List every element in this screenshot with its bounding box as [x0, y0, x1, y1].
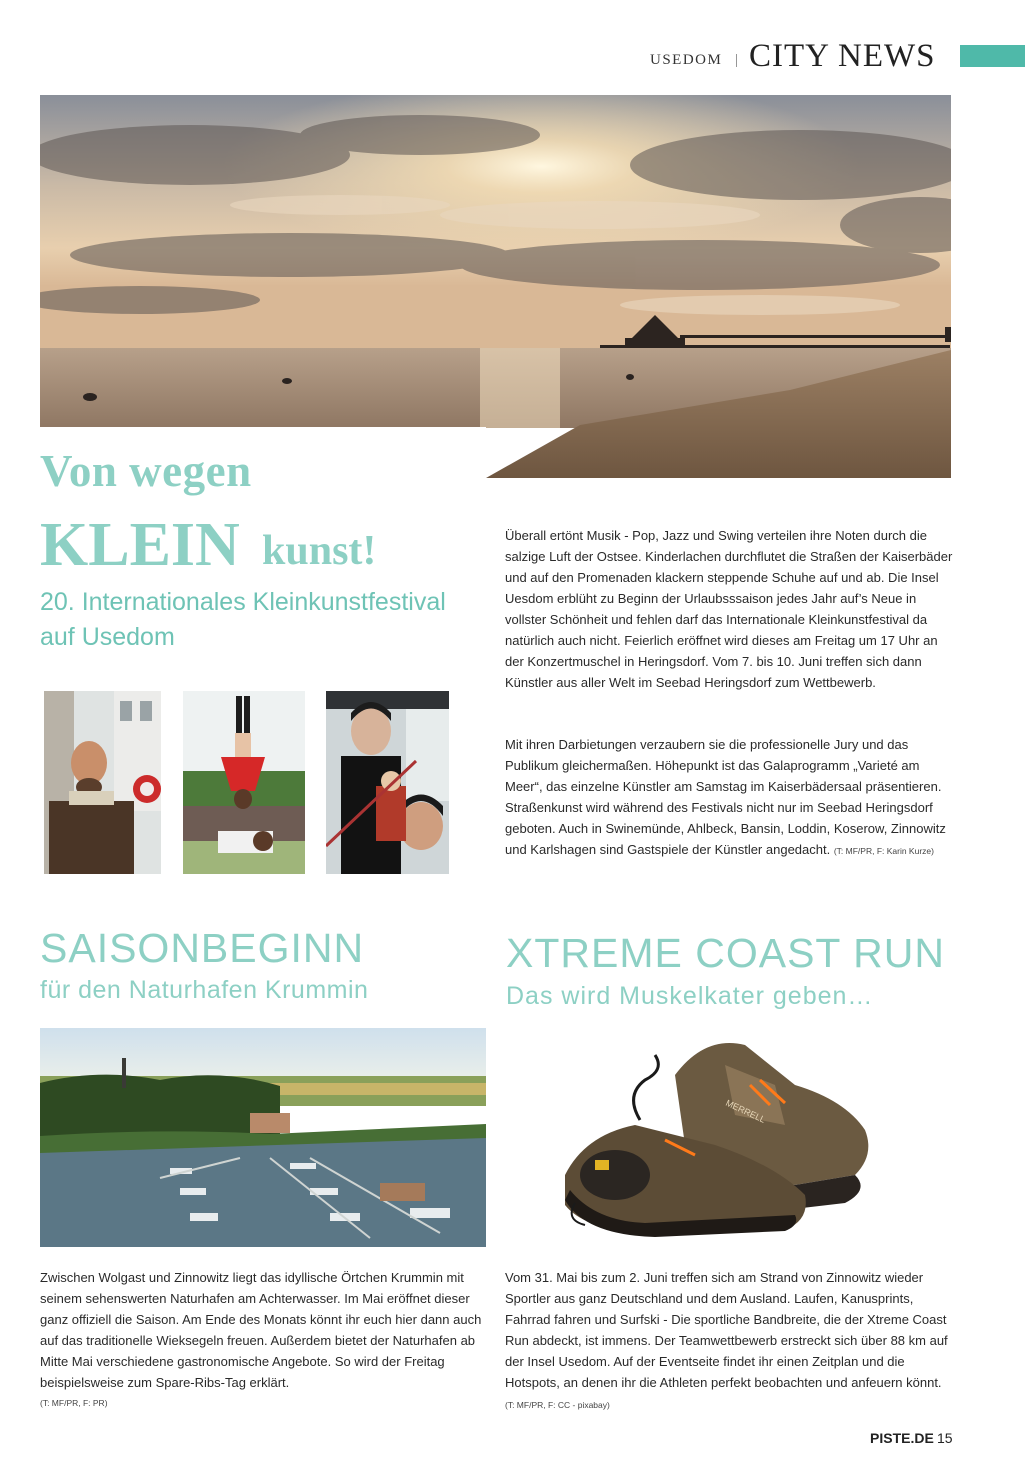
article1-paragraph2: [505, 734, 953, 862]
headline-small: kunst!: [262, 528, 377, 574]
footer-page-number: 15: [937, 1430, 953, 1446]
photo-puppeteer: [326, 691, 449, 874]
article3-text-body: Vom 31. Mai bis zum 2. Juni treffen sich am Strand von Zinnowitz wieder Sportler aus ganz Deutschland und dem Ausland. Laufen, Kanusprints, Fahrrad fahren und Surfski - Die sportliche Bandbreite, die der Xtreme Coast Run abdeckt, ist immens. Der Teamwettbewerb erstreckt sich über 88 km auf der Insel Usedom. Auf der Eventseite findet ihr einen Zeitplan und die Hotspots, an denen ihr die Athleten perfekt beobachten und anfeuern könnt.: [505, 1270, 948, 1390]
article3-text: [505, 1267, 953, 1416]
article1-credit: (T: MF/PR, F: Karin Kurze): [833, 846, 934, 856]
article2-subtitle: für den Naturhafen Krummin: [40, 976, 369, 1004]
hero-photo-sunset-pier: [40, 95, 951, 478]
article2-title: SAISONBEGINN: [40, 925, 365, 971]
article3-credit: (T: MF/PR, F: CC - pixabay): [505, 1400, 610, 1410]
header-region: USEDOM: [650, 52, 723, 68]
photo-harbor-krummin: [40, 1028, 486, 1247]
footer-site: PISTE.DE: [870, 1430, 934, 1446]
article1-paragraph2-text: Mit ihren Darbietungen verzaubern sie die professionelle Jury und das Publikum gleichermaßen. Höhepunkt ist das Galaprogramm „Varieté am Meer“, das einzelne Künstler am Samstag im Kaiserbädersaal präsentieren. Straßenkunst wird während des Festivals nicht nur im Seebad Heringsdorf geboten. Auch in Swinemünde, Ahlbeck, Bansin, Loddin, Koserow, Zinnowitz und Karlshagen sind Gastspiele der Künstler angedacht.: [505, 737, 946, 857]
article1-paragraph1: Überall ertönt Musik - Pop, Jazz und Swing verteilen ihre Noten durch die salzige Luft der Ostsee. Kinderlachen durchflutet die Straßen der Kaiserbäder und auf den Promenaden klackern steppende Schuhe auf und ab. Die Insel Uesdom erblüht zu Beginn der Urlaubsssaison jedes Jahr auf’s Neue in vollster Schönheit und fehlen darf das Internationale Kleinkunstfestival da natürlich auch nicht. Feierlich eröffnet wird dieses am Freitag um 17 Uhr an der Konzertmuschel in Heringsdorf. Vom 7. bis 10. Juni treffen sich dann Künstler aus aller Welt im Seebad Heringsdorf zum Wettbewerb.: [505, 528, 953, 690]
header-accent-bar: [960, 45, 1025, 67]
photo-trail-shoes: [545, 1025, 885, 1245]
photo-performer-trumpet: [44, 691, 161, 874]
headline-line1: Von wegen: [40, 446, 252, 496]
article2-text: Zwischen Wolgast und Zinnowitz liegt das idyllische Örtchen Krummin mit seinem sehenswerten Naturhafen am Achterwasser. Im Mai eröffnet dieser ganz offiziell die Saison. Am Ende des Monats könnt ihr euch hier dann auch auf das traditionelle Wieksegeln freuen. Außerdem bietet der Naturhafen ab Mitte Mai verschiedene gastronomische Angebote. So wird der Freitag beispielsweise zum Spare-Ribs-Tag erklärt.: [40, 1270, 482, 1390]
article3-title: XTREME COAST RUN: [506, 930, 945, 976]
article3-subtitle: Das wird Muskelkater geben…: [506, 982, 874, 1010]
photo-acrobats: [183, 691, 305, 874]
article2-credit: (T: MF/PR, F: PR): [40, 1398, 108, 1408]
header-separator: |: [735, 52, 739, 68]
headline-big: KLEIN: [40, 511, 240, 579]
shoe-brand-label: MERRELL: [724, 1097, 767, 1125]
article1-subtitle: 20. Internationales Kleinkunstfestival auf Usedom: [40, 588, 446, 651]
header-section-title: CITY NEWS: [749, 38, 936, 74]
